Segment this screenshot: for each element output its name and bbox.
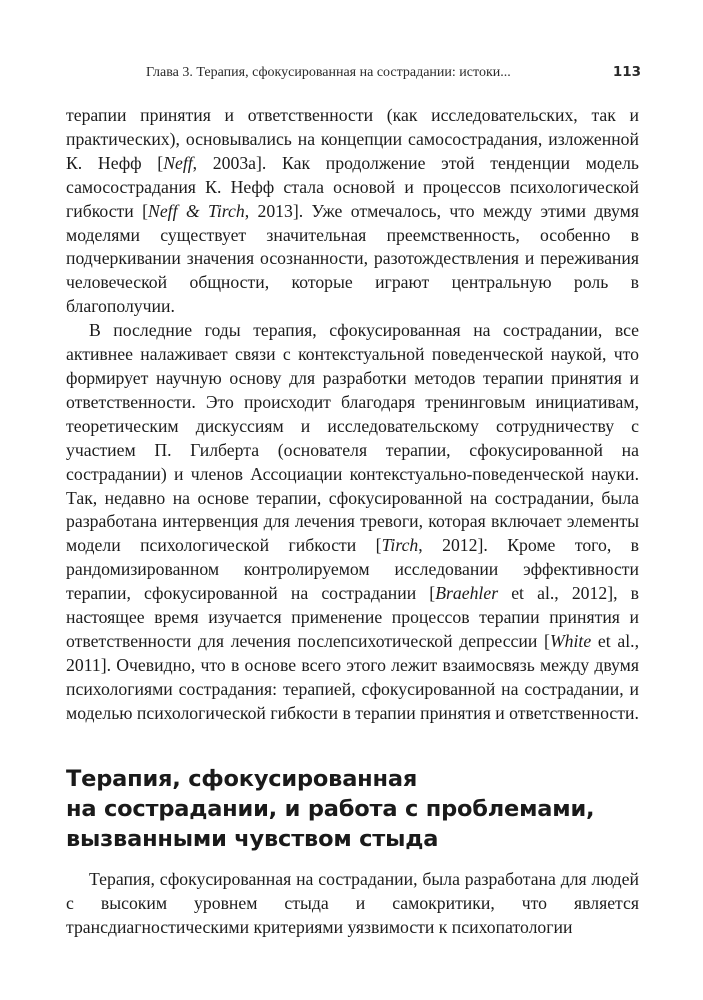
text-run: В последние годы терапия, сфокусированная на сострадании, все активнее налаживает связи с контекстуальной поведенческой наукой, что формирует научную основу для разработки методов терапии принятия и ответственности. Это происходит благодаря тренинговым инициативам, теоретическим дискуссиям и исследовательскому сотрудничеству с участием П. Гилберта (основателя терапии, сфокусированной на сострадании) и членов Ассоциации контекстуально-поведенческой науки. Так, недавно на основе терапии, сфокусированной на сострадании, была разработана интервенция для лечения тревоги, которая включает элементы модели психологической гибкости [ bbox=[66, 320, 639, 556]
text-run: терапии принятия и ответственности (как исследовательских, так и практических), основывались на концепции самосострадания, изложенной К. Нефф [ bbox=[66, 105, 639, 173]
citation-author: Braehler bbox=[435, 583, 499, 604]
running-head bbox=[146, 64, 641, 81]
text-run: et al., 2012], в настоящее время изучается применение процессов терапии принятия и ответственности для лечения послепсихотической депрессии [ bbox=[66, 583, 639, 651]
paragraph-continued bbox=[66, 104, 639, 319]
citation-author: Tirch bbox=[381, 535, 419, 556]
section-heading bbox=[66, 764, 663, 854]
page-number: 113 bbox=[612, 64, 641, 80]
heading-line: вызванными чувством стыда bbox=[66, 826, 439, 852]
chapter-title: Глава 3. Терапия, сфокусированная на сострадании: истоки... bbox=[146, 65, 511, 80]
paragraph bbox=[66, 319, 639, 725]
paragraph: Терапия, сфокусированная на сострадании, была разработана для людей с высоким уровнем стыда и самокритики, что является трансдиагностическими критериями уязвимости к психопатологии bbox=[66, 869, 639, 937]
body-text bbox=[66, 104, 639, 726]
citation-author: White bbox=[549, 630, 592, 651]
text-run: , 2012]. Кроме того, в рандомизированном контролируемом исследовании эффективности терапии, сфокусированной на сострадании [ bbox=[66, 535, 640, 604]
text-run: et al., 2011]. Очевидно, что в основе всего этого лежит взаимосвязь между двумя психологиями сострадания: терапией, сфокусированной на сострадании, и моделью психологической гибкости в терапии принятия и ответственности. bbox=[66, 630, 639, 723]
citation-author: Neff bbox=[163, 152, 193, 173]
text-run: , 2003a]. Как продолжение этой тенденции модель самосострадания К. Нефф стала основой и процессов психологической гибкости [ bbox=[66, 152, 639, 221]
section-body-text bbox=[66, 868, 639, 940]
citation-author: Neff & Tirch bbox=[148, 200, 245, 221]
heading-line: Терапия, сфокусированная bbox=[66, 766, 418, 792]
heading-line: на сострадании, и работа с проблемами, bbox=[66, 796, 595, 822]
text-run: , 2013]. Уже отмечалось, что между этими двумя моделями существует значительная преемственность, особенно в подчеркивании значения осознанности, разотождествления и переживания человеческой общности, которые играют центральную роль в благополучии. bbox=[66, 200, 639, 317]
